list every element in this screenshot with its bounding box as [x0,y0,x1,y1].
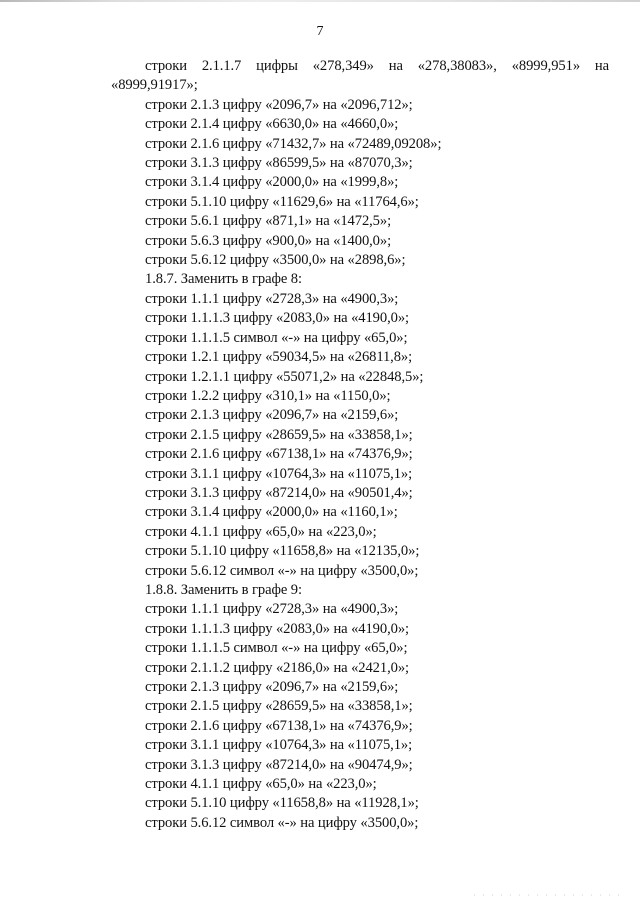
scan-noise [470,893,620,897]
amendment-line: строки 2.1.4 цифру «6630,0» на «4660,0»; [145,116,399,133]
amendment-line: строки 5.6.3 цифру «900,0» на «1400,0»; [145,232,392,249]
amendment-line: строки 5.1.10 цифру «11658,8» на «11928,1»; [145,795,419,812]
amendment-line: строки 1.1.1.5 символ «-» на цифру «65,0»; [145,329,408,346]
amendment-line: строки 2.1.6 цифру «71432,7» на «72489,09208»; [145,135,442,152]
amendment-line: строки 2.1.6 цифру «67138,1» на «74376,9»; [145,717,413,734]
page-number: 7 [316,24,324,39]
amendment-line: строки 5.6.1 цифру «871,1» на «1472,5»; [145,213,392,230]
amendment-line: строки 1.2.1 цифру «59034,5» на «26811,8»; [145,349,413,366]
amendment-line: строки 1.1.1.3 цифру «2083,0» на «4190,0»; [145,620,409,637]
amendment-line: строки 1.1.1 цифру «2728,3» на «4900,3»; [145,290,399,307]
scan-top-edge [0,0,640,2]
amendment-line: строки 1.1.1.5 символ «-» на цифру «65,0»; [145,640,408,657]
amendment-list [111,57,609,833]
amendment-paragraph: строки 2.1.1.7 цифры «278,349» на «278,38083», «8999,951» на «8999,91917»; [111,58,609,94]
amendment-line: строки 4.1.1 цифру «65,0» на «223,0»; [145,776,377,793]
amendment-line: строки 5.6.12 символ «-» на цифру «3500,0»; [145,562,419,579]
amendment-line: строки 5.1.10 цифру «11629,6» на «11764,6»; [145,193,419,210]
amendment-line: строки 3.1.4 цифру «2000,0» на «1160,1»; [145,504,398,521]
amendment-line: строки 2.1.1.2 цифру «2186,0» на «2421,0»; [145,659,409,676]
amendment-line: 1.8.8. Заменить в графе 9: [145,581,302,598]
amendment-line: строки 2.1.3 цифру «2096,7» на «2159,6»; [145,679,399,695]
amendment-line: строки 3.1.3 цифру «87214,0» на «90474,9»; [145,756,413,773]
amendment-line: строки 3.1.3 цифру «86599,5» на «87070,3»; [145,155,413,172]
amendment-line: строки 3.1.3 цифру «87214,0» на «90501,4»; [145,484,413,501]
amendment-line: строки 2.1.5 цифру «28659,5» на «33858,1»; [145,426,413,443]
amendment-line: строки 4.1.1 цифру «65,0» на «223,0»; [145,523,377,540]
amendment-line: строки 2.1.5 цифру «28659,5» на «33858,1»; [145,698,413,715]
amendment-lines [111,96,609,833]
amendment-line: строки 1.1.1.3 цифру «2083,0» на «4190,0»; [145,310,409,327]
amendment-line: 1.8.7. Заменить в графе 8: [145,271,302,288]
amendment-line: строки 3.1.1 цифру «10764,3» на «11075,1»; [145,737,413,754]
amendment-line: строки 2.1.3 цифру «2096,7» на «2159,6»; [145,407,399,424]
amendment-line: строки 2.1.3 цифру «2096,7» на «2096,712»; [145,96,413,113]
amendment-line: строки 5.6.12 цифру «3500,0» на «2898,6»; [145,252,406,269]
amendment-line: строки 3.1.4 цифру «2000,0» на «1999,8»; [145,174,399,191]
amendment-line: строки 1.1.1 цифру «2728,3» на «4900,3»; [145,601,399,618]
amendment-line: строки 5.1.10 цифру «11658,8» на «12135,0»; [145,543,420,560]
amendment-line: строки 2.1.6 цифру «67138,1» на «74376,9»; [145,446,413,463]
amendment-line: строки 5.6.12 символ «-» на цифру «3500,0»; [145,814,419,831]
amendment-line: строки 1.2.2 цифру «310,1» на «1150,0»; [145,387,391,404]
amendment-line: строки 1.2.1.1 цифру «55071,2» на «22848,5»; [145,368,424,385]
amendment-line: строки 3.1.1 цифру «10764,3» на «11075,1»; [145,465,413,482]
